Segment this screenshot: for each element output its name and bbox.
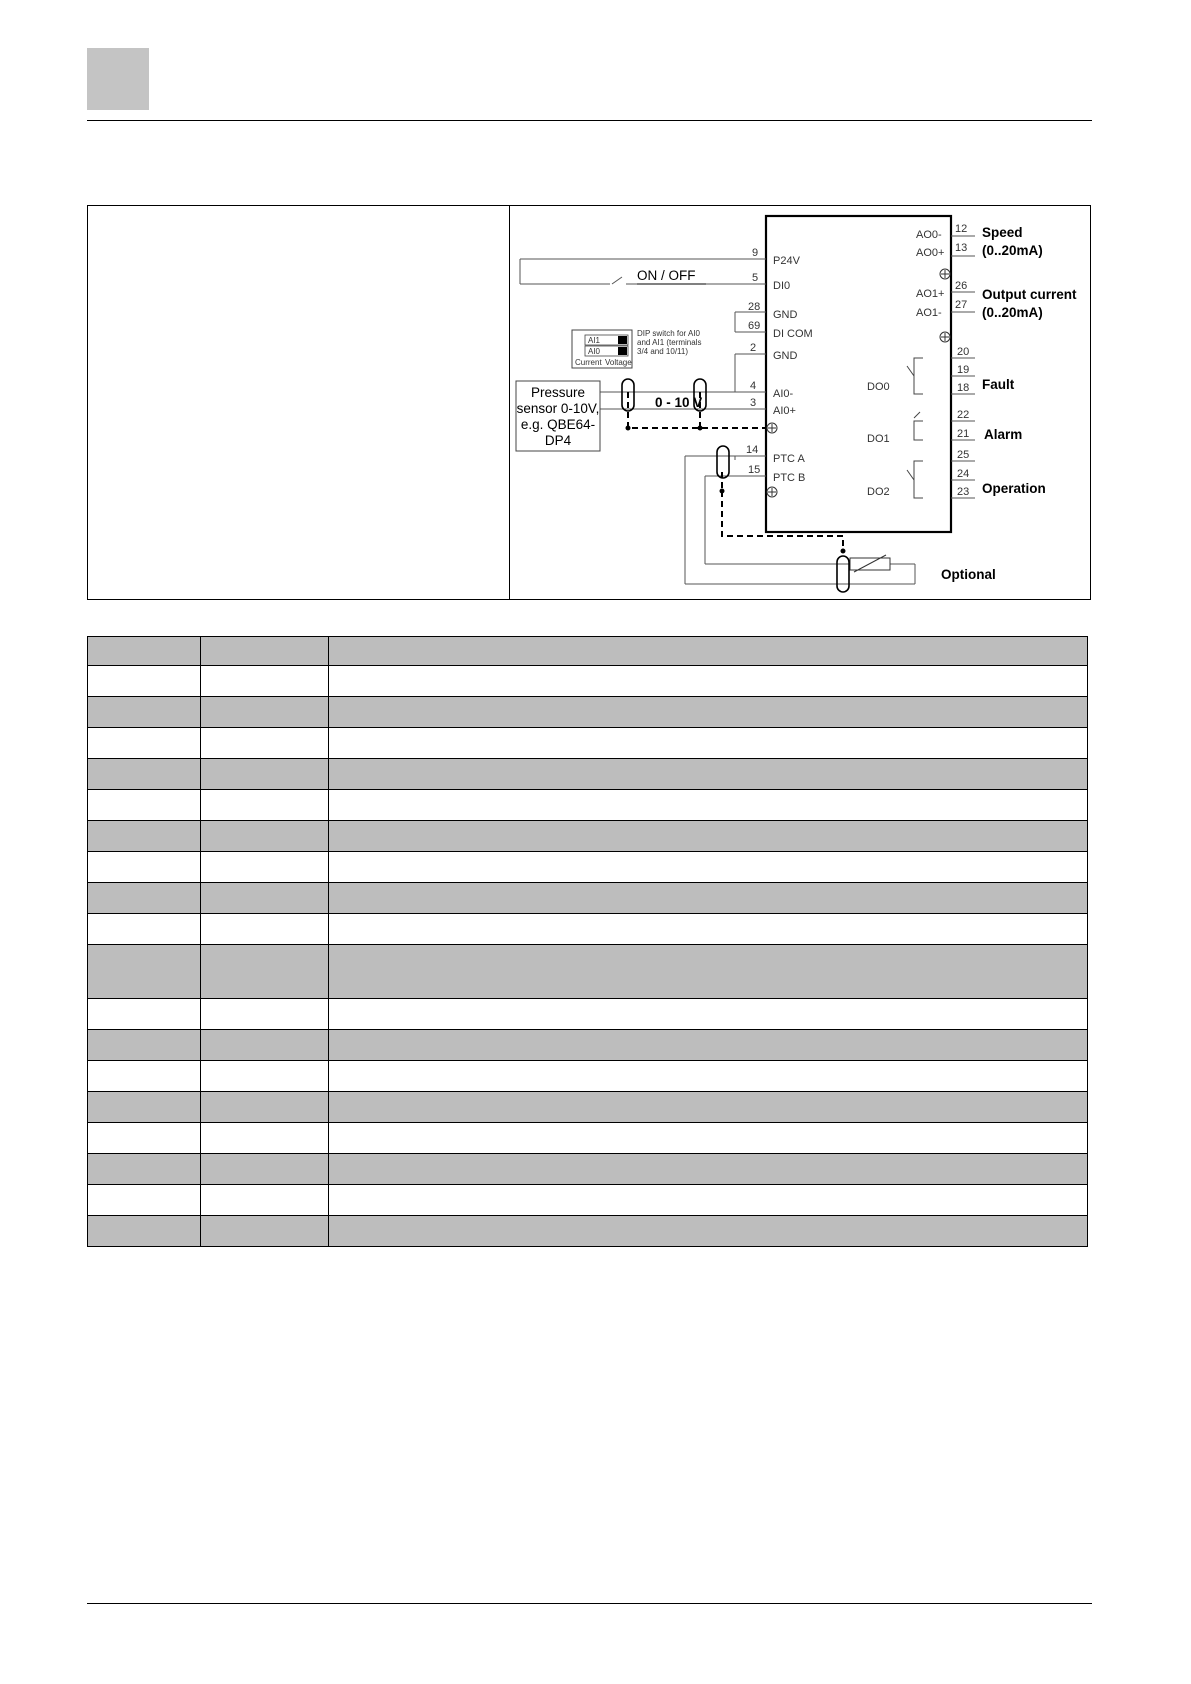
relay-label: DO1 xyxy=(867,433,890,445)
terminal-num: 4 xyxy=(750,380,757,392)
table-cell xyxy=(201,1123,329,1154)
terminal-name: AO1+ xyxy=(916,288,945,300)
right-terminal-labels xyxy=(867,223,969,498)
table-cell xyxy=(201,914,329,945)
table-row xyxy=(88,1030,1088,1061)
table-cell xyxy=(201,790,329,821)
table-cell xyxy=(88,1061,201,1092)
table-cell xyxy=(201,1185,329,1216)
relay-label: DO0 xyxy=(867,381,890,393)
on-off-label: ON / OFF xyxy=(637,268,696,283)
svg-text:Voltage: Voltage xyxy=(605,358,632,367)
table-cell xyxy=(201,728,329,759)
table-row xyxy=(88,697,1088,728)
svg-text:3/4 and 10/11): 3/4 and 10/11) xyxy=(637,347,689,356)
table-cell xyxy=(201,1030,329,1061)
svg-text:18: 18 xyxy=(957,382,970,394)
svg-text:AI0: AI0 xyxy=(588,347,601,356)
terminal-num: 13 xyxy=(955,242,968,254)
table-cell xyxy=(329,790,1088,821)
table-cell xyxy=(88,697,201,728)
terminal-num: 28 xyxy=(748,301,761,313)
table-cell xyxy=(88,637,201,666)
table-cell xyxy=(201,821,329,852)
terminal-name: AO0- xyxy=(916,229,942,241)
table-cell xyxy=(201,697,329,728)
table-row xyxy=(88,1061,1088,1092)
table-cell xyxy=(88,999,201,1030)
terminal-name: P24V xyxy=(773,255,800,267)
terminal-num: 3 xyxy=(750,397,757,409)
table-row xyxy=(88,945,1088,999)
table-cell xyxy=(329,1123,1088,1154)
table-cell xyxy=(88,1092,201,1123)
svg-text:DIP switch for AI0: DIP switch for AI0 xyxy=(637,329,700,338)
svg-text:22: 22 xyxy=(957,409,970,421)
svg-text:25: 25 xyxy=(957,449,970,461)
table-cell xyxy=(201,1216,329,1247)
left-terminal-labels xyxy=(746,247,813,484)
svg-text:Pressure: Pressure xyxy=(530,385,586,400)
terminal-num: 27 xyxy=(955,299,968,311)
svg-text:(0..20mA): (0..20mA) xyxy=(982,243,1043,258)
table-cell xyxy=(88,852,201,883)
terminal-name: AI0- xyxy=(773,388,794,400)
table-cell xyxy=(329,637,1088,666)
table-cell xyxy=(329,1216,1088,1247)
table-cell xyxy=(201,1092,329,1123)
table-cell xyxy=(88,1030,201,1061)
table-cell xyxy=(201,1061,329,1092)
table-cell xyxy=(201,759,329,790)
terminal-num: 69 xyxy=(748,320,761,332)
table-cell xyxy=(88,666,201,697)
table-cell xyxy=(88,883,201,914)
output-labels xyxy=(941,225,1077,582)
table-header-row xyxy=(88,637,1088,666)
table-cell xyxy=(329,1154,1088,1185)
svg-text:Optional: Optional xyxy=(941,567,996,582)
table-row xyxy=(88,1092,1088,1123)
terminal-name: DI0 xyxy=(773,280,791,292)
table-cell xyxy=(88,728,201,759)
svg-text:sensor 0-10V,: sensor 0-10V, xyxy=(516,401,600,416)
table-cell xyxy=(201,945,329,999)
table-cell xyxy=(88,945,201,999)
terminal-num: 9 xyxy=(752,247,759,259)
table-cell xyxy=(201,883,329,914)
terminal-num: 12 xyxy=(955,223,968,235)
table-cell xyxy=(88,914,201,945)
table-cell xyxy=(329,1030,1088,1061)
svg-text:Speed: Speed xyxy=(982,225,1023,240)
terminal-name: AO1- xyxy=(916,307,942,319)
svg-text:23: 23 xyxy=(957,486,970,498)
pressure-sensor-box xyxy=(516,381,600,451)
terminal-name: DI COM xyxy=(773,328,813,340)
svg-text:19: 19 xyxy=(957,364,970,376)
svg-text:(0..20mA): (0..20mA) xyxy=(982,305,1043,320)
table-cell xyxy=(329,945,1088,999)
cable-shield-dashed xyxy=(628,392,843,551)
parameter-table xyxy=(87,636,1088,1247)
terminal-num: 26 xyxy=(955,280,968,292)
terminal-num: 14 xyxy=(746,444,759,456)
table-row xyxy=(88,759,1088,790)
table-cell xyxy=(329,914,1088,945)
table-row xyxy=(88,790,1088,821)
svg-text:DP4: DP4 xyxy=(544,433,572,448)
svg-text:e.g. QBE64-: e.g. QBE64- xyxy=(520,417,596,432)
table-row xyxy=(88,999,1088,1030)
table-cell xyxy=(88,1216,201,1247)
svg-text:and AI1 (terminals: and AI1 (terminals xyxy=(637,338,702,347)
table-cell xyxy=(329,1185,1088,1216)
svg-text:Current: Current xyxy=(575,358,602,367)
figure-description xyxy=(92,210,502,595)
table-row xyxy=(88,728,1088,759)
terminal-name: AO0+ xyxy=(916,247,945,259)
svg-text:Fault: Fault xyxy=(982,377,1015,392)
table-cell xyxy=(329,697,1088,728)
cable-shield-ovals xyxy=(622,379,849,592)
dip-switch xyxy=(572,329,701,368)
terminal-name: AI0+ xyxy=(773,405,796,417)
chapter-marker-block xyxy=(87,48,149,110)
table-cell xyxy=(201,1154,329,1185)
table-cell xyxy=(201,852,329,883)
header-rule xyxy=(87,120,1092,121)
terminal-num: 5 xyxy=(752,272,759,284)
svg-text:Operation: Operation xyxy=(982,481,1046,496)
svg-text:21: 21 xyxy=(957,428,970,440)
table-cell xyxy=(329,1092,1088,1123)
table-cell xyxy=(329,821,1088,852)
table-cell xyxy=(88,759,201,790)
wiring-diagram xyxy=(510,206,1090,599)
table-row xyxy=(88,1216,1088,1247)
table-cell xyxy=(329,852,1088,883)
table-row xyxy=(88,666,1088,697)
table-cell xyxy=(88,1154,201,1185)
svg-text:20: 20 xyxy=(957,346,970,358)
table-cell xyxy=(329,999,1088,1030)
footer-rule xyxy=(87,1603,1092,1604)
table-cell xyxy=(201,999,329,1030)
table-row xyxy=(88,883,1088,914)
svg-text:24: 24 xyxy=(957,468,970,480)
terminal-name: GND xyxy=(773,309,798,321)
table-cell xyxy=(88,1185,201,1216)
thermistor-symbol xyxy=(850,555,890,572)
shield-dots xyxy=(626,426,846,554)
table-cell xyxy=(88,821,201,852)
table-cell xyxy=(329,728,1088,759)
voltage-label: 0 - 10 V xyxy=(655,395,703,410)
table-row xyxy=(88,821,1088,852)
table-body xyxy=(88,637,1088,1247)
table-cell xyxy=(329,1061,1088,1092)
table-cell xyxy=(88,790,201,821)
table-row xyxy=(88,1154,1088,1185)
svg-text:Output current: Output current xyxy=(982,287,1077,302)
table-row xyxy=(88,1123,1088,1154)
terminal-name: GND xyxy=(773,350,798,362)
svg-text:AI1: AI1 xyxy=(588,336,601,345)
terminal-num: 2 xyxy=(750,342,757,354)
terminal-name: PTC A xyxy=(773,453,805,465)
table-cell xyxy=(329,883,1088,914)
terminal-name: PTC B xyxy=(773,472,806,484)
table-row xyxy=(88,852,1088,883)
table-cell xyxy=(88,1123,201,1154)
table-cell xyxy=(329,666,1088,697)
table-cell xyxy=(201,666,329,697)
svg-text:Alarm: Alarm xyxy=(984,427,1023,442)
relay-label: DO2 xyxy=(867,486,890,498)
table-row xyxy=(88,914,1088,945)
table-row xyxy=(88,1185,1088,1216)
terminal-num: 15 xyxy=(748,464,761,476)
table-cell xyxy=(201,637,329,666)
relay-contacts xyxy=(907,358,923,498)
table-cell xyxy=(329,759,1088,790)
